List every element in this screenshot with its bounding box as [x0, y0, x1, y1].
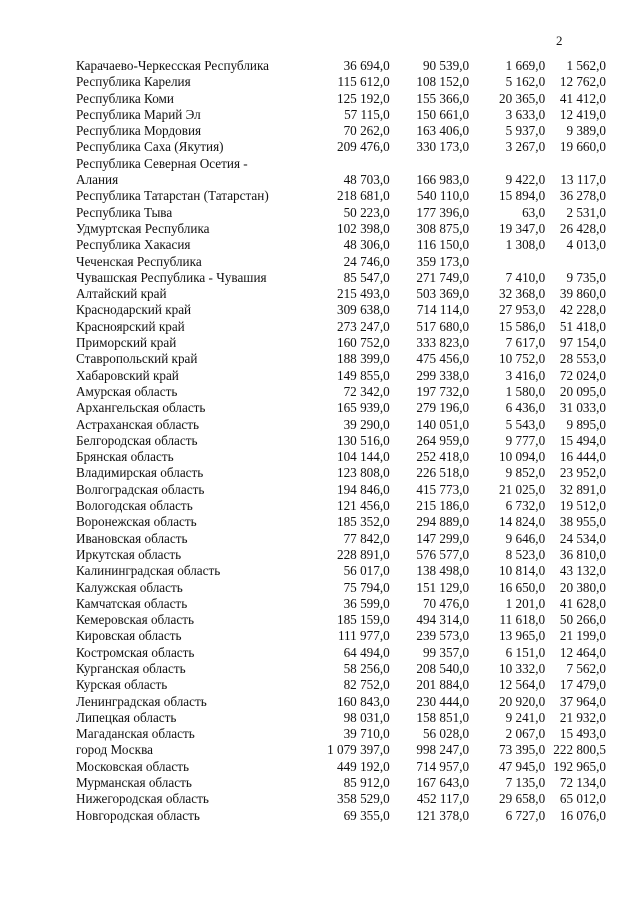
value-cell: 6 151,0 [505, 644, 546, 660]
value-cell: 72 134,0 [559, 775, 606, 791]
value-cell: 576 577,0 [416, 546, 470, 562]
value-cell: 209 476,0 [336, 139, 390, 155]
value-cell: 16 076,0 [559, 807, 606, 823]
value-cell: 12 419,0 [559, 106, 606, 122]
value-cell: 98 031,0 [343, 709, 390, 725]
region-name: Республика Саха (Якутия) [76, 139, 224, 155]
value-cell: 6 732,0 [505, 498, 546, 514]
value-cell: 50 223,0 [343, 204, 390, 220]
value-cell: 42 228,0 [559, 302, 606, 318]
region-name: Астраханская область [76, 416, 200, 432]
value-cell: 415 773,0 [416, 481, 470, 497]
table-row [76, 694, 606, 710]
value-cell: 194 846,0 [336, 481, 390, 497]
value-cell: 215 493,0 [336, 286, 390, 302]
table-row [76, 335, 606, 351]
region-name: Брянская область [76, 449, 174, 465]
region-name: Республика Мордовия [76, 123, 202, 139]
value-cell: 998 247,0 [416, 742, 470, 758]
value-cell: 24 534,0 [559, 530, 606, 546]
table-row [76, 449, 606, 465]
value-cell: 69 355,0 [343, 807, 390, 823]
value-cell: 12 464,0 [559, 644, 606, 660]
table-row [76, 107, 606, 123]
value-cell: 15 494,0 [559, 432, 606, 448]
table-row [76, 645, 606, 661]
region-name: Республика Карелия [76, 74, 191, 90]
region-name: Приморский край [76, 335, 177, 351]
value-cell: 5 162,0 [505, 74, 546, 90]
table-row [76, 319, 606, 335]
value-cell: 19 512,0 [559, 498, 606, 514]
table-row [76, 482, 606, 498]
region-name: Красноярский край [76, 318, 185, 334]
value-cell: 264 959,0 [416, 432, 470, 448]
value-cell: 13 965,0 [499, 628, 546, 644]
value-cell: 138 498,0 [416, 563, 470, 579]
value-cell: 9 389,0 [566, 123, 606, 139]
value-cell: 2 067,0 [505, 726, 546, 742]
value-cell: 47 945,0 [499, 758, 546, 774]
region-name: Курганская область [76, 660, 186, 676]
value-cell: 13 117,0 [560, 172, 606, 188]
value-cell: 104 144,0 [336, 449, 390, 465]
value-cell: 130 516,0 [336, 432, 390, 448]
value-cell: 160 752,0 [336, 335, 390, 351]
table-row [76, 156, 606, 189]
value-cell: 188 399,0 [336, 351, 390, 367]
value-cell: 208 540,0 [416, 660, 470, 676]
value-cell: 540 110,0 [416, 188, 470, 204]
value-cell: 177 396,0 [416, 204, 470, 220]
value-cell: 48 703,0 [343, 172, 390, 188]
table-row [76, 628, 606, 644]
region-name: Новгородская область [76, 807, 200, 823]
table-row [76, 351, 606, 367]
value-cell: 21 025,0 [499, 481, 546, 497]
region-name: Хабаровский край [76, 367, 179, 383]
value-cell: 32 891,0 [559, 481, 606, 497]
value-cell: 27 953,0 [499, 302, 546, 318]
value-cell: 2 531,0 [566, 204, 606, 220]
value-cell: 39 290,0 [343, 416, 390, 432]
region-name: Республика Северная Осетия - Алания [76, 155, 248, 188]
value-cell: 19 660,0 [559, 139, 606, 155]
value-cell: 192 965,0 [553, 758, 606, 774]
value-cell: 17 479,0 [559, 677, 606, 693]
value-cell: 149 855,0 [336, 367, 390, 383]
value-cell: 218 681,0 [336, 188, 390, 204]
table-row [76, 254, 606, 270]
value-cell: 28 553,0 [559, 351, 606, 367]
value-cell: 56 017,0 [343, 563, 390, 579]
value-cell: 16 444,0 [559, 449, 606, 465]
value-cell: 21 199,0 [559, 628, 606, 644]
value-cell: 222 800,5 [553, 742, 606, 758]
region-name: Вологодская область [76, 498, 193, 514]
value-cell: 330 173,0 [416, 139, 470, 155]
region-name: Краснодарский край [76, 302, 192, 318]
table-row [76, 514, 606, 530]
value-cell: 70 262,0 [343, 123, 390, 139]
value-cell: 123 808,0 [336, 465, 390, 481]
value-cell: 15 894,0 [499, 188, 546, 204]
value-cell: 494 314,0 [416, 612, 470, 628]
region-name: Магаданская область [76, 726, 195, 742]
value-cell: 1 308,0 [505, 237, 546, 253]
value-cell: 57 115,0 [344, 106, 390, 122]
table-row [76, 433, 606, 449]
table-row [76, 742, 606, 758]
value-cell: 140 051,0 [416, 416, 470, 432]
value-cell: 10 332,0 [499, 660, 546, 676]
value-cell: 43 132,0 [559, 563, 606, 579]
value-cell: 452 117,0 [416, 791, 470, 807]
value-cell: 185 159,0 [336, 612, 390, 628]
value-cell: 14 824,0 [499, 514, 546, 530]
region-name: Белгородская область [76, 432, 198, 448]
value-cell: 21 932,0 [559, 709, 606, 725]
region-name: Кировская область [76, 628, 182, 644]
region-name: Калужская область [76, 579, 183, 595]
value-cell: 116 150,0 [416, 237, 470, 253]
value-cell: 165 939,0 [336, 400, 390, 416]
region-name: Амурская область [76, 383, 178, 399]
region-name: Курская область [76, 677, 168, 693]
table-row [76, 726, 606, 742]
region-name: Липецкая область [76, 709, 177, 725]
table-row [76, 580, 606, 596]
table-row [76, 612, 606, 628]
value-cell: 19 347,0 [499, 220, 546, 236]
value-cell: 358 529,0 [336, 791, 390, 807]
table-row [76, 91, 606, 107]
value-cell: 6 727,0 [505, 807, 546, 823]
value-cell: 273 247,0 [336, 318, 390, 334]
value-cell: 26 428,0 [559, 220, 606, 236]
region-name: Нижегородская область [76, 791, 209, 807]
value-cell: 51 418,0 [559, 318, 606, 334]
value-cell: 72 342,0 [343, 383, 390, 399]
table-row [76, 710, 606, 726]
table-row [76, 417, 606, 433]
value-cell: 239 573,0 [416, 628, 470, 644]
value-cell: 4 013,0 [566, 237, 606, 253]
value-cell: 6 436,0 [505, 400, 546, 416]
value-cell: 714 957,0 [416, 758, 470, 774]
value-cell: 39 710,0 [343, 726, 390, 742]
value-cell: 64 494,0 [343, 644, 390, 660]
value-cell: 3 633,0 [505, 106, 546, 122]
value-cell: 11 618,0 [499, 612, 546, 628]
value-cell: 16 650,0 [499, 579, 546, 595]
region-name: Ивановская область [76, 530, 188, 546]
region-name: Карачаево-Черкесская Республика [76, 58, 270, 73]
value-cell: 7 617,0 [505, 335, 546, 351]
region-name: Республика Марий Эл [76, 106, 201, 122]
value-cell: 90 539,0 [422, 58, 470, 73]
value-cell: 158 851,0 [416, 709, 470, 725]
value-cell: 10 752,0 [499, 351, 546, 367]
value-cell: 41 628,0 [559, 595, 606, 611]
value-cell: 36 810,0 [559, 546, 606, 562]
value-cell: 201 884,0 [416, 677, 470, 693]
region-name: Чувашская Республика - Чувашия [76, 269, 267, 285]
region-name: Республика Хакасия [76, 237, 191, 253]
value-cell: 252 418,0 [416, 449, 470, 465]
value-cell: 517 680,0 [416, 318, 470, 334]
value-cell: 359 173,0 [416, 253, 470, 269]
value-cell: 294 889,0 [416, 514, 470, 530]
value-cell: 31 033,0 [559, 400, 606, 416]
region-name: Республика Татарстан (Татарстан) [76, 188, 269, 204]
value-cell: 56 028,0 [422, 726, 470, 742]
page-number: 2 [556, 33, 563, 48]
value-cell: 115 612,0 [337, 74, 390, 90]
value-cell: 12 762,0 [559, 74, 606, 90]
value-cell: 20 365,0 [499, 90, 546, 106]
value-cell: 58 256,0 [343, 660, 390, 676]
region-name: Республика Коми [76, 90, 174, 106]
table-row [76, 400, 606, 416]
region-name: Ленинградская область [76, 693, 207, 709]
region-name: Камчатская область [76, 595, 188, 611]
table-row [76, 302, 606, 318]
table-row [76, 270, 606, 286]
data-table [76, 58, 606, 824]
value-cell: 10 814,0 [499, 563, 546, 579]
value-cell: 7 135,0 [505, 775, 546, 791]
value-cell: 155 366,0 [416, 90, 470, 106]
value-cell: 70 476,0 [422, 595, 470, 611]
value-cell: 10 094,0 [499, 449, 546, 465]
value-cell: 72 024,0 [559, 367, 606, 383]
value-cell: 147 299,0 [416, 530, 470, 546]
value-cell: 41 412,0 [559, 90, 606, 106]
value-cell: 271 749,0 [416, 269, 470, 285]
region-name: Алтайский край [76, 286, 167, 302]
value-cell: 9 895,0 [566, 416, 606, 432]
value-cell: 36 599,0 [343, 595, 390, 611]
table-row [76, 531, 606, 547]
table-row [76, 123, 606, 139]
region-name: Костромская область [76, 644, 195, 660]
table-row [76, 286, 606, 302]
table-row [76, 596, 606, 612]
value-cell: 1 669,0 [505, 58, 546, 73]
value-cell: 9 852,0 [505, 465, 546, 481]
value-cell: 7 410,0 [505, 269, 546, 285]
table-row [76, 237, 606, 253]
value-cell: 15 493,0 [559, 726, 606, 742]
value-cell: 1 562,0 [566, 58, 606, 73]
value-cell: 125 192,0 [336, 90, 390, 106]
value-cell: 167 643,0 [416, 775, 470, 791]
value-cell: 97 154,0 [559, 335, 606, 351]
value-cell: 1 580,0 [505, 383, 546, 399]
table-row [76, 791, 606, 807]
value-cell: 228 891,0 [336, 546, 390, 562]
value-cell: 1 079 397,0 [327, 742, 390, 758]
value-cell: 73 395,0 [499, 742, 546, 758]
value-cell: 5 937,0 [505, 123, 546, 139]
table-row [76, 205, 606, 221]
value-cell: 308 875,0 [416, 220, 470, 236]
value-cell: 12 564,0 [499, 677, 546, 693]
region-name: Кемеровская область [76, 612, 194, 628]
value-cell: 108 152,0 [416, 74, 470, 90]
value-cell: 85 912,0 [343, 775, 390, 791]
value-cell: 475 456,0 [416, 351, 470, 367]
value-cell: 503 369,0 [416, 286, 470, 302]
value-cell: 37 964,0 [559, 693, 606, 709]
value-cell: 36 278,0 [559, 188, 606, 204]
table-row [76, 808, 606, 824]
value-cell: 23 952,0 [559, 465, 606, 481]
table-row [76, 221, 606, 237]
value-cell: 99 357,0 [422, 644, 470, 660]
value-cell: 197 732,0 [416, 383, 470, 399]
region-name: Чеченская Республика [76, 253, 202, 269]
value-cell: 8 523,0 [505, 546, 546, 562]
table-row [76, 759, 606, 775]
region-name: Воронежская область [76, 514, 197, 530]
value-cell: 449 192,0 [336, 758, 390, 774]
value-cell: 215 186,0 [416, 498, 470, 514]
value-cell: 121 456,0 [336, 498, 390, 514]
value-cell: 121 378,0 [416, 807, 470, 823]
value-cell: 38 955,0 [559, 514, 606, 530]
value-cell: 29 658,0 [499, 791, 546, 807]
value-cell: 63,0 [522, 204, 546, 220]
value-cell: 230 444,0 [416, 693, 470, 709]
region-name: Ставропольский край [76, 351, 198, 367]
value-cell: 20 920,0 [499, 693, 546, 709]
value-cell: 85 547,0 [343, 269, 390, 285]
value-cell: 5 543,0 [505, 416, 546, 432]
value-cell: 7 562,0 [566, 660, 606, 676]
value-cell: 48 306,0 [343, 237, 390, 253]
value-cell: 20 095,0 [559, 383, 606, 399]
value-cell: 163 406,0 [416, 123, 470, 139]
value-cell: 65 012,0 [559, 791, 606, 807]
region-name: Московская область [76, 758, 189, 774]
value-cell: 226 518,0 [416, 465, 470, 481]
value-cell: 77 842,0 [343, 530, 390, 546]
table-row [76, 677, 606, 693]
value-cell: 9 735,0 [566, 269, 606, 285]
value-cell: 20 380,0 [559, 579, 606, 595]
value-cell: 9 241,0 [505, 709, 546, 725]
value-cell: 9 777,0 [505, 432, 546, 448]
region-name: Архангельская область [76, 400, 206, 416]
table-row [76, 188, 606, 204]
value-cell: 160 843,0 [336, 693, 390, 709]
region-name: город Москва [76, 742, 153, 758]
value-cell: 3 267,0 [505, 139, 546, 155]
table-row [76, 74, 606, 90]
value-cell: 36 694,0 [343, 58, 390, 73]
table-row [76, 661, 606, 677]
value-cell: 333 823,0 [416, 335, 470, 351]
value-cell: 15 586,0 [499, 318, 546, 334]
region-name: Республика Тыва [76, 204, 173, 220]
value-cell: 279 196,0 [416, 400, 470, 416]
value-cell: 39 860,0 [559, 286, 606, 302]
value-cell: 309 638,0 [336, 302, 390, 318]
value-cell: 150 661,0 [416, 106, 470, 122]
table-row [76, 465, 606, 481]
region-name: Мурманская область [76, 775, 192, 791]
value-cell: 166 983,0 [416, 172, 470, 188]
table-row [76, 498, 606, 514]
value-cell: 75 794,0 [343, 579, 390, 595]
table-row [76, 139, 606, 155]
value-cell: 9 646,0 [505, 530, 546, 546]
value-cell: 299 338,0 [416, 367, 470, 383]
value-cell: 82 752,0 [343, 677, 390, 693]
value-cell: 3 416,0 [505, 367, 546, 383]
value-cell: 185 352,0 [336, 514, 390, 530]
table-row [76, 58, 606, 74]
table-row [76, 563, 606, 579]
value-cell: 9 422,0 [505, 172, 546, 188]
region-name: Волгоградская область [76, 481, 205, 497]
table-row [76, 384, 606, 400]
value-cell: 32 368,0 [499, 286, 546, 302]
value-cell: 111 977,0 [337, 628, 390, 644]
region-name: Владимирская область [76, 465, 204, 481]
region-name: Удмуртская Республика [76, 220, 210, 236]
table-row [76, 775, 606, 791]
value-cell: 102 398,0 [336, 220, 390, 236]
value-cell: 24 746,0 [343, 253, 390, 269]
value-cell: 1 201,0 [505, 595, 546, 611]
region-name: Калининградская область [76, 563, 221, 579]
value-cell: 714 114,0 [416, 302, 470, 318]
value-cell: 151 129,0 [416, 579, 470, 595]
table-row [76, 547, 606, 563]
value-cell: 50 266,0 [559, 612, 606, 628]
region-name: Иркутская область [76, 546, 182, 562]
table-row [76, 368, 606, 384]
